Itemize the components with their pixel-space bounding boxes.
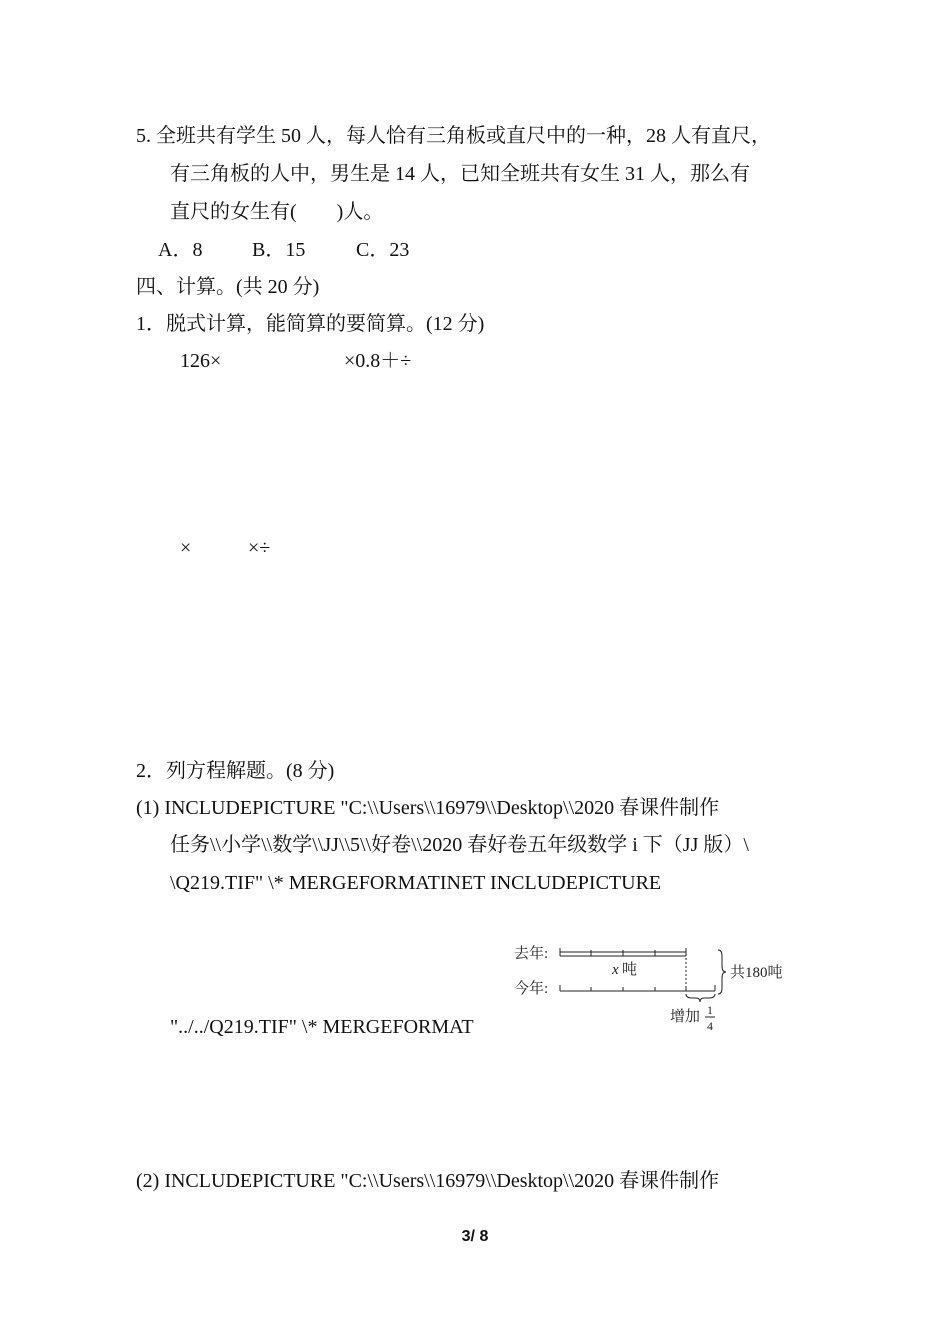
p1-line-2: 任务\\小学\\数学\\JJ\\5\\好卷\\2020 春好卷五年级数学 i 下（JJ 版）\: [170, 834, 749, 856]
q5-line-2: 有三角板的人中，男生是 14 人，已知全班共有女生 31 人，那么有: [170, 163, 750, 185]
q5-line-1: 5. 全班共有学生 50 人，每人恰有三角板或直尺中的一种，28 人有直尺，: [136, 125, 771, 147]
section-4-title: 四、计算。(共 20 分): [136, 276, 320, 298]
q5-option-b: B．15: [252, 239, 306, 261]
total-label: 共180吨: [730, 965, 783, 981]
expression-2b: ×÷: [248, 537, 271, 559]
expression-1b: ×0.8＋÷: [344, 350, 412, 372]
expression-1a: 126×: [180, 350, 222, 372]
fraction-denominator: 4: [707, 1019, 713, 1033]
p1-line-4: "../../Q219.TIF" \* MERGEFORMAT: [170, 1016, 474, 1038]
x-variable: x: [612, 962, 619, 978]
line-segment-diagram: [510, 938, 810, 1038]
p1-line-3: \Q219.TIF" \* MERGEFORMATINET INCLUDEPICTURE: [170, 872, 662, 894]
p1-line-1: (1) INCLUDEPICTURE "C:\\Users\\16979\\Desktop\\2020 春课件制作: [136, 797, 720, 819]
q1-title: 1．脱式计算，能简算的要简算。(12 分): [136, 313, 485, 335]
q5-line-3: 直尺的女生有( )人。: [170, 201, 384, 223]
label-last-year: 去年:: [514, 946, 549, 962]
p2-line-1: (2) INCLUDEPICTURE "C:\\Users\\16979\\Desktop\\2020 春课件制作: [136, 1170, 720, 1192]
increase-brace: [686, 994, 715, 1002]
q2-title: 2．列方程解题。(8 分): [136, 760, 335, 782]
x-unit: 吨: [622, 962, 638, 978]
q5-option-a: A．8: [158, 239, 203, 261]
increase-label: 增加: [670, 1009, 701, 1025]
expression-2a: ×: [180, 537, 192, 559]
label-this-year: 今年:: [514, 981, 549, 997]
q5-option-c: C．23: [356, 239, 410, 261]
total-brace: [718, 950, 726, 994]
page-number: 3/ 8: [461, 1228, 489, 1245]
fraction-numerator: 1: [707, 1003, 713, 1017]
